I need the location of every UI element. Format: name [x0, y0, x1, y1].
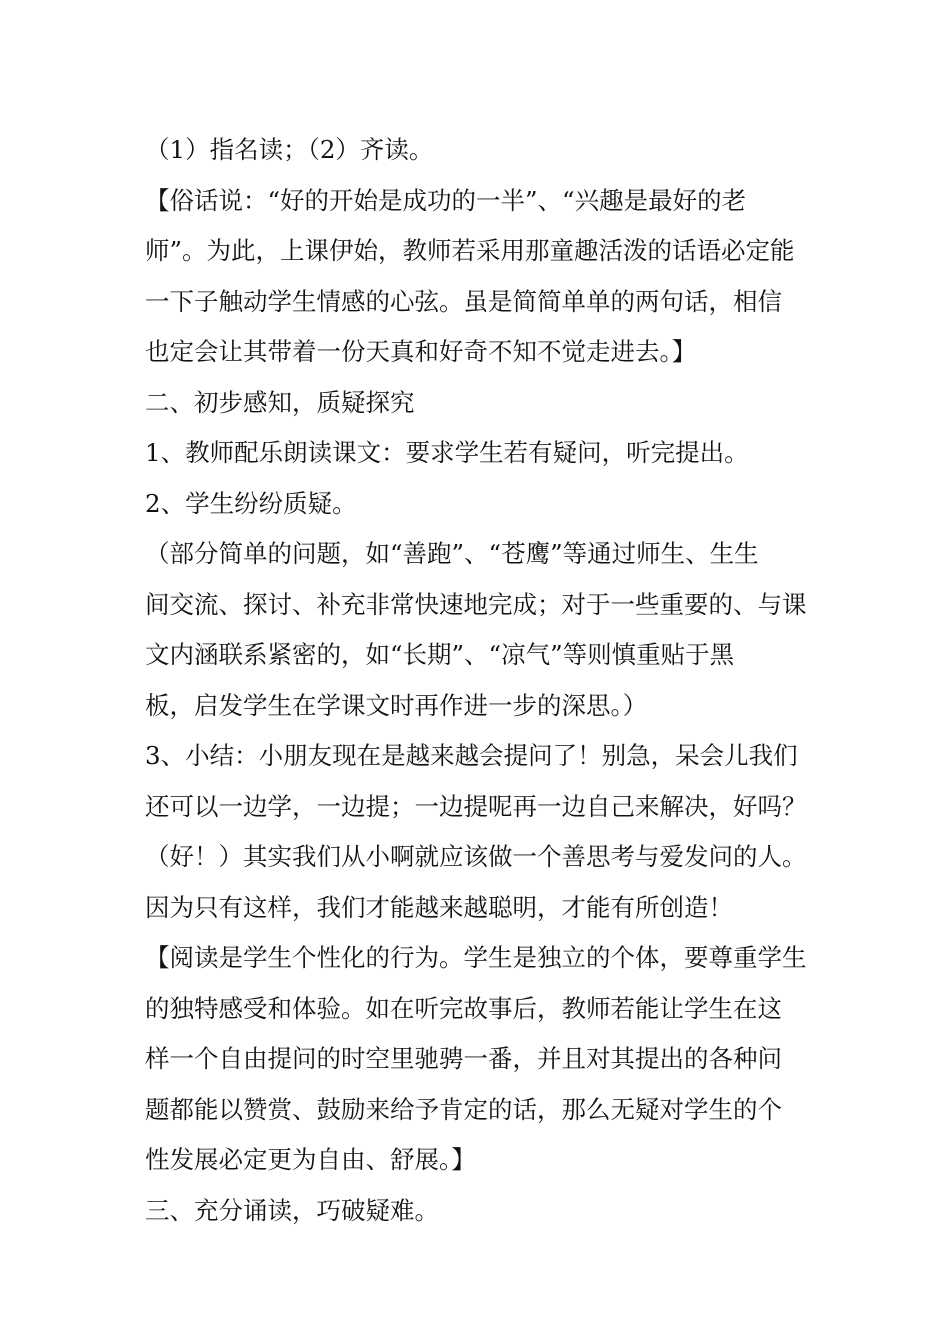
- text-line: （部分简单的问题，如“善跑”、“苍鹰”等通过师生、生生: [145, 539, 759, 568]
- document-body: [145, 125, 810, 1236]
- section-heading: 二、初步感知，质疑探究: [145, 387, 415, 417]
- text-line: 因为只有这样，我们才能越来越聪明，才能有所创造！: [145, 892, 733, 922]
- text-line: 间交流、探讨、补充非常快速地完成；对于一些重要的、与课: [145, 589, 807, 619]
- text-line: 3、小结：小朋友现在是越来越会提问了！别急，呆会儿我们: [145, 741, 798, 770]
- text-line: 的独特感受和体验。如在听完故事后，教师若能让学生在这: [145, 993, 782, 1023]
- section-heading: 三、充分诵读，巧破疑难。: [145, 1195, 439, 1225]
- text-line: 板，启发学生在学课文时再作进一步的深思。）: [145, 690, 648, 720]
- text-line: 2、学生纷纷质疑。: [145, 488, 357, 518]
- text-line: 还可以一边学，一边提；一边提呢再一边自己来解决，好吗？: [145, 791, 807, 821]
- text-line: 性发展必定更为自由、舒展。】: [145, 1145, 476, 1174]
- text-line: 题都能以赞赏、鼓励来给予肯定的话，那么无疑对学生的个: [145, 1094, 782, 1124]
- text-line: 也定会让其带着一份天真和好奇不知不觉走进去。】: [145, 337, 697, 366]
- text-line: 文内涵联系紧密的，如“长期”、“凉气”等则慎重贴于黑: [145, 640, 735, 669]
- text-line: 【俗话说：“好的开始是成功的一半”、“兴趣是最好的老: [145, 185, 747, 215]
- text-line: 样一个自由提问的时空里驰骋一番，并且对其提出的各种问: [145, 1044, 782, 1073]
- text-line: 一下子触动学生情感的心弦。虽是简简单单的两句话，相信: [145, 286, 782, 316]
- text-line: （1）指名读；（2）齐读。: [145, 135, 434, 164]
- text-line: （好！）其实我们从小啊就应该做一个善思考与爱发问的人。: [145, 842, 807, 871]
- text-line: 师”。为此，上课伊始，教师若采用那童趣活泼的话语必定能: [145, 236, 795, 265]
- text-line: 【阅读是学生个性化的行为。学生是独立的个体，要尊重学生: [145, 943, 807, 972]
- text-line: 1、教师配乐朗读课文：要求学生若有疑问，听完提出。: [145, 438, 749, 467]
